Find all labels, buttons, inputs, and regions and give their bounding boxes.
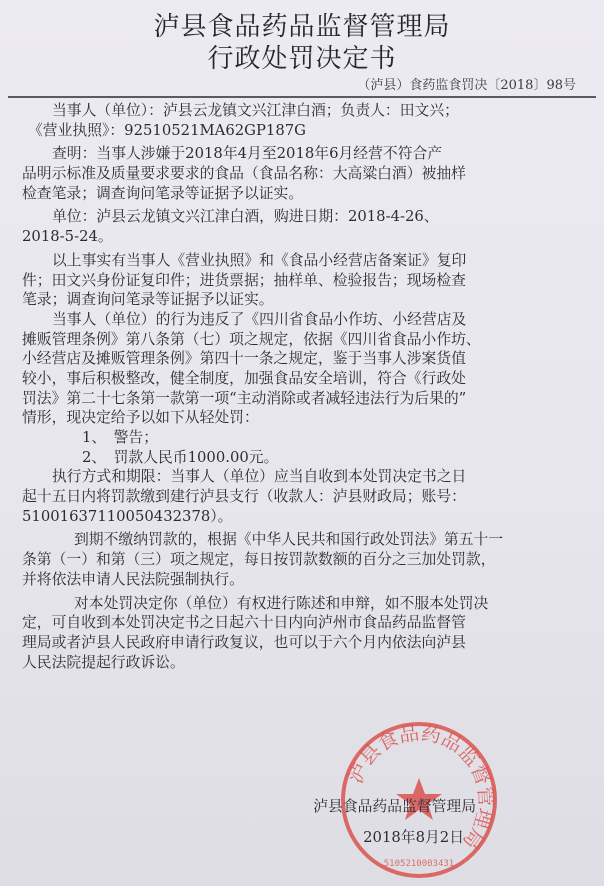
body-line: 笔录；调查询问笔录等证据予以证实。 (22, 291, 274, 309)
body-line: 执行方式和期限：当事人（单位）应当自收到本处罚决定书之日 (52, 468, 467, 486)
document-title-type: 行政处罚决定书 (207, 44, 397, 74)
body-line: 并将依法申请人民法院强制执行。 (22, 570, 244, 588)
body-line: 对本处罚决定你（单位）有权进行陈述和申辩，如不服本处罚决 (74, 594, 489, 612)
body-line: 单位：泸县云龙镇文兴江津白酒，购进日期：2018-4-26、 (52, 208, 439, 226)
body-line: 小经营店及摊贩管理条例》第四十一条之规定，鉴于当事人涉案货值 (22, 350, 466, 368)
body-line: 当事人（单位）：泸县云龙镇文兴江津白酒；负责人：田文兴； (52, 102, 459, 119)
body-line: 查明：当事人涉嫌于2018年4月至2018年6月经营不符合产 (52, 145, 443, 163)
body-line: 情形，现决定给予以如下从轻处罚： (22, 409, 259, 427)
body-line: 检查笔录；调查询问笔录等证据予以证实。 (22, 184, 304, 202)
document-number: （泸县）食药监食罚决〔2018〕98号 (357, 78, 576, 93)
body-line: 较小，事后积极整改，健全制度，加强食品安全培训，符合《行政处 (22, 369, 466, 387)
body-line: 当事人（单位）的行为违反了《四川省食品小作坊、小经营店及 (52, 310, 467, 328)
body-line: 件；田文兴身份证复印件；进货票据；抽样单、检验报告；现场检查 (22, 271, 466, 289)
body-line: 人民法院提起行政诉讼。 (22, 653, 185, 671)
body-line: 理局或者泸县人民政府申请行政复议，也可以于六个月内依法向泸县 (22, 633, 466, 651)
body-line: 摊贩管理条例》第八条第（七）项之规定，依据《四川省食品小作坊、 (22, 330, 481, 348)
body-line: 起十五日内将罚款缴到建行泸县支行（收款人：泸县财政局；账号： (22, 488, 466, 506)
body-line: 到期不缴纳罚款的，根据《中华人民共和国行政处罚法》第五十一 (74, 531, 504, 549)
document-body (22, 101, 594, 672)
header-divider (8, 96, 596, 98)
body-line: 《营业执照》：92510521MA62GP187G (28, 121, 306, 139)
seal-number: 5105210003431 (383, 859, 455, 869)
penalty-item-warning: 1、 警告； (82, 429, 158, 446)
body-line: 以上事实有当事人《营业执照》和《食品小经营店备案证》复印 (52, 251, 467, 269)
document-title-agency: 泸县食品药品监督管理局 (153, 12, 451, 42)
body-line: 条第（一）和第（三）项之规定，每日按罚款数额的百分之三加处罚款， (22, 551, 496, 569)
issue-date: 2018年8月2日 (363, 829, 464, 846)
penalty-item-fine: 2、 罚款人民币1000.00元。 (82, 448, 279, 466)
body-line: 品明示标准及质量要求要求的食品（食品名称：大高粱白酒）被抽样 (22, 165, 466, 183)
body-line: 2018-5-24。 (22, 228, 113, 246)
seal-agency-text: 泸县食品药品监督管理局 (342, 720, 499, 854)
body-line: 罚法》第二十七条第一款第一项“主动消除或者减轻违法行为后果的” (22, 389, 467, 407)
body-line: 定，可自收到本处罚决定书之日起六十日内向泸州市食品药品监督管 (22, 614, 466, 632)
issuer-signature: 泸县食品药品监督管理局 (313, 798, 476, 815)
body-line: 51001637110050432378）。 (22, 507, 233, 525)
